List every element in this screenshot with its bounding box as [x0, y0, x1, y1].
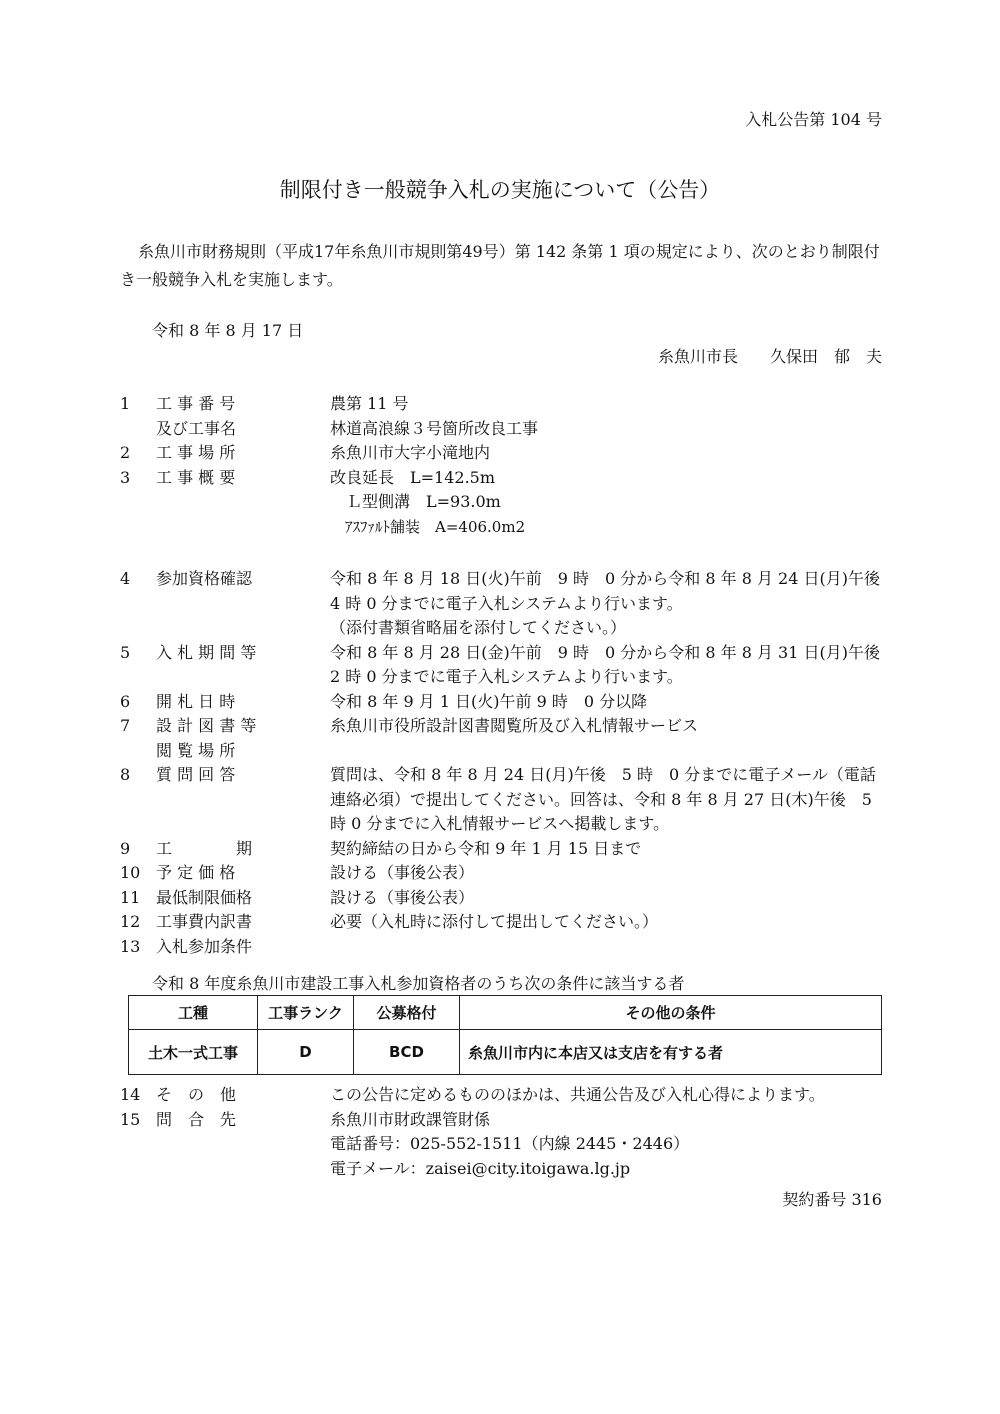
- list-item: [120, 763, 890, 837]
- item-number: 3: [120, 467, 131, 487]
- item-label: 入 札 期 間 等: [156, 642, 257, 662]
- notice-number: 入札公告第 104 号: [745, 110, 882, 129]
- page-title: 制限付き一般競争入札の実施について（公告）: [279, 178, 721, 202]
- list-item: [120, 714, 890, 739]
- list-item: [120, 392, 890, 417]
- item-number: 13: [120, 936, 141, 956]
- column-header-other-conditions: その他の条件: [460, 996, 882, 1030]
- list-item: [120, 935, 890, 960]
- cell-grade: BCD: [354, 1030, 460, 1075]
- summary-line: 改良延長 L=142.5m: [330, 467, 496, 487]
- cell-work-type: 土木一式工事: [129, 1030, 258, 1075]
- table-row: [129, 1030, 882, 1075]
- qualification-line: 令和 8 年 8 月 18 日(火)午前 9 時 0 分から令和 8 年 8 月 24 日(月)午後 4 時 0 分までに電子入札システムより行います。: [330, 569, 896, 613]
- item-label: 工 期: [156, 838, 253, 858]
- item-number: 6: [120, 691, 131, 711]
- column-header-grade: 公募格付: [354, 996, 460, 1030]
- item-label: 及び工事名: [156, 418, 237, 438]
- list-item: [120, 910, 890, 935]
- item-number: 5: [120, 642, 131, 662]
- items-list-continued: [120, 1083, 890, 1181]
- item-number: 8: [120, 765, 131, 784]
- list-item: [120, 417, 890, 442]
- item-label: 問 合 先: [156, 1109, 237, 1129]
- item-label: 設 計 図 書 等: [156, 716, 257, 735]
- item-label: 工 事 概 要: [156, 467, 236, 487]
- intro-paragraph: [120, 238, 890, 294]
- list-item: [120, 886, 890, 911]
- list-item: [120, 466, 890, 540]
- item-label: 質 問 回 答: [156, 765, 236, 784]
- list-item: [120, 1083, 890, 1108]
- conditions-table: [128, 995, 882, 1075]
- list-item: [120, 861, 890, 886]
- item-number: 11: [120, 887, 141, 907]
- list-item: [120, 641, 896, 690]
- item-number: 2: [120, 443, 131, 462]
- column-header-work-type: 工種: [129, 996, 258, 1030]
- list-item: [120, 441, 890, 466]
- item-label: 参加資格確認: [156, 569, 253, 588]
- item-number: 1: [120, 394, 131, 413]
- item-label: 工 事 場 所: [156, 443, 236, 462]
- item-label: 入札参加条件: [156, 936, 253, 956]
- summary-line: Ｌ型側溝 L=93.0m: [330, 492, 501, 511]
- item-label: 工 事 番 号: [156, 394, 236, 413]
- contract-number: 契約番号 316: [782, 1190, 882, 1209]
- items-list: [120, 392, 896, 959]
- contact-email: 電子メール：zaisei@city.itoigawa.lg.jp: [330, 1158, 631, 1178]
- item-number: 7: [120, 716, 131, 735]
- item-number: 14: [120, 1085, 141, 1104]
- item-value: 令和 8 年 8 月 28 日(金)午前 9 時 0 分から令和 8 年 8 月 31 日(月)午後 2 時 0 分までに電子入札システムより行います。: [330, 642, 896, 686]
- list-item: [120, 690, 890, 715]
- item-label: そ の 他: [156, 1085, 237, 1104]
- item-value: [330, 567, 896, 641]
- contact-phone: 電話番号：025-552-1511（内線 2445・2446）: [330, 1134, 690, 1153]
- item-value: [330, 1108, 890, 1182]
- item-value: 林道高浪線３号箇所改良工事: [330, 418, 539, 438]
- list-item: [120, 739, 890, 764]
- item-label: 最低制限価格: [156, 887, 253, 907]
- item-value: 質問は、令和 8 年 8 月 24 日(月)午後 5 時 0 分までに電子メール（電話連絡必須）で提出してください。回答は、令和 8 年 8 月 27 日(木)午後 5 時 0 分までに入札情報サービスへ掲載します。: [330, 765, 876, 833]
- item-value: 農第 11 号: [330, 394, 409, 413]
- contact-office: 糸魚川市財政課管財係: [330, 1109, 491, 1129]
- cell-rank: D: [258, 1030, 354, 1075]
- item-value: この公告に定めるもののほかは、共通公告及び入札心得によります。: [330, 1085, 825, 1104]
- summary-line: ｱｽﾌｧﾙﾄ舗装 A=406.0m2: [330, 517, 526, 536]
- item-label: 予 定 価 格: [156, 863, 236, 882]
- item-value: 必要（入札時に添付して提出してください。）: [330, 912, 659, 931]
- column-header-rank: 工事ランク: [258, 996, 354, 1030]
- item-number: [120, 739, 156, 764]
- intro-text: 糸魚川市財務規則（平成17年糸魚川市規則第49号）第 142 条第 1 項の規定により、次のとおり制限付き一般競争入札を実施します。: [120, 242, 880, 289]
- list-item: [120, 1108, 890, 1182]
- item-value: [330, 739, 890, 764]
- cell-other-conditions: 糸魚川市内に本店又は支店を有する者: [460, 1030, 882, 1075]
- item-number: 10: [120, 863, 141, 882]
- item-number: 9: [120, 838, 131, 858]
- item-number: 4: [120, 569, 131, 588]
- qualification-note: （添付書類省略届を添付してください。）: [330, 618, 627, 637]
- condition-description: 令和 8 年度糸魚川市建設工事入札参加資格者のうち次の条件に該当する者: [152, 974, 685, 993]
- item-number: 12: [120, 912, 141, 931]
- mayor-signature: 糸魚川市長 久保田 郁 夫: [657, 347, 882, 366]
- list-item: [120, 837, 890, 862]
- item-value: 糸魚川市大字小滝地内: [330, 443, 491, 462]
- table-header-row: [129, 996, 882, 1030]
- item-value: 設ける（事後公表）: [330, 863, 475, 882]
- item-value: [330, 935, 890, 960]
- item-value: 令和 8 年 9 月 1 日(火)午前 9 時 0 分以降: [330, 691, 648, 711]
- item-label: 工事費内訳書: [156, 912, 253, 931]
- item-value: [330, 466, 890, 540]
- item-value: 糸魚川市役所設計図書閲覧所及び入札情報サービス: [330, 716, 699, 735]
- item-number: 15: [120, 1109, 141, 1129]
- item-value: 設ける（事後公表）: [330, 887, 475, 907]
- item-number: [120, 417, 156, 442]
- item-label: 開 札 日 時: [156, 691, 236, 711]
- list-item: [120, 567, 896, 641]
- notice-date: 令和 8 年 8 月 17 日: [152, 321, 304, 340]
- item-label: 閲 覧 場 所: [156, 740, 236, 760]
- item-value: 契約締結の日から令和 9 年 1 月 15 日まで: [330, 838, 642, 858]
